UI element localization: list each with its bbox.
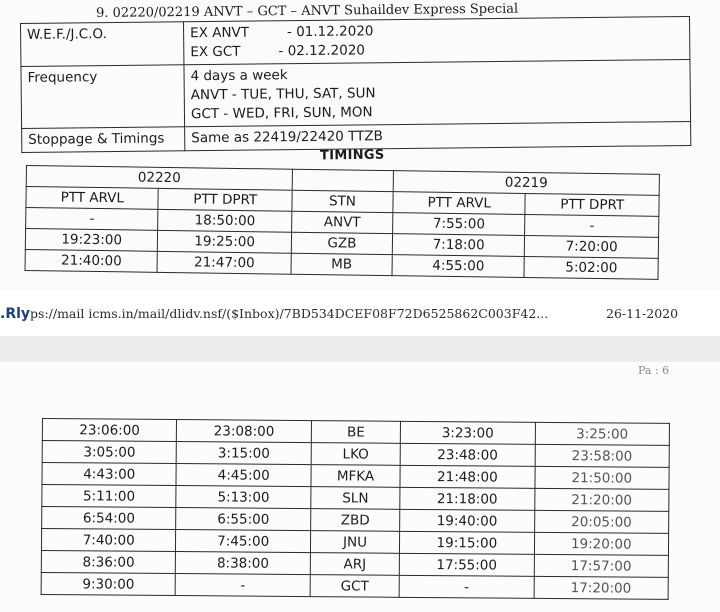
header-ptt-arvl-02219: PTT ARVL: [393, 192, 526, 215]
info-row: [21, 16, 690, 66]
cell-arvl-02219: 17:55:00: [399, 553, 534, 576]
info-value-text: ANVT - TUE, THU, SAT, SUN: [190, 85, 376, 104]
cell-dprt-02220: 18:50:00: [158, 209, 292, 232]
train-number-spacer: [292, 169, 393, 191]
cell-dprt-02219: 20:05:00: [534, 510, 669, 533]
cell-arvl-02220: 19:23:00: [25, 229, 158, 252]
cell-arvl-02219: 7:55:00: [393, 213, 526, 236]
cell-dprt-02219: 17:57:00: [534, 554, 669, 577]
cell-dprt-02219: -: [525, 214, 659, 237]
cell-dprt-02219: 17:20:00: [534, 576, 669, 599]
cell-arvl-02220: 23:06:00: [42, 419, 177, 442]
cell-station: GCT: [310, 575, 399, 598]
print-date: 26-11-2020: [606, 306, 679, 321]
cell-arvl-02219: 19:40:00: [400, 509, 535, 532]
url-text: ps://mail icms.in/mail/dlidv.nsf/($Inbox)/7BD534DCEF08F72D6525862C003F42...: [30, 306, 549, 321]
cell-arvl-02219: 7:18:00: [392, 234, 525, 257]
info-value-line: [191, 100, 684, 124]
timings-title: TIMINGS: [319, 147, 385, 164]
cell-dprt-02220: 7:45:00: [176, 530, 311, 553]
cell-arvl-02219: 19:15:00: [400, 531, 535, 554]
cell-station: ZBD: [310, 509, 399, 532]
cell-dprt-02220: 23:08:00: [177, 420, 312, 443]
info-value: [183, 16, 689, 64]
cell-dprt-02220: 8:38:00: [176, 552, 311, 575]
info-value-text: EX GCT: [190, 43, 241, 61]
cell-arvl-02220: 4:43:00: [42, 463, 177, 486]
cell-arvl-02220: 9:30:00: [41, 572, 176, 595]
cell-station: GZB: [291, 232, 392, 254]
header-ptt-dprt-02219: PTT DPRT: [525, 193, 659, 216]
cell-dprt-02220: 4:45:00: [176, 464, 311, 487]
info-label: Stoppage & Timings: [22, 127, 185, 153]
cell-arvl-02220: -: [26, 208, 159, 231]
info-value-text: 4 days a week: [190, 67, 288, 85]
cell-dprt-02220: 5:13:00: [176, 486, 311, 509]
info-value-text: Same as 22419/22420 TTZB: [191, 128, 383, 147]
train-heading: 9. 02220/02219 ANVT – GCT – ANVT Suhaildev Express Special: [96, 1, 519, 21]
info-value-text: EX ANVT: [190, 24, 250, 42]
cell-dprt-02219: 19:20:00: [534, 532, 669, 555]
cell-arvl-02219: 21:48:00: [400, 465, 535, 488]
cell-station: JNU: [310, 531, 399, 554]
cell-dprt-02220: 19:25:00: [158, 230, 292, 253]
cell-station: ANVT: [292, 211, 393, 233]
cell-station: MB: [291, 253, 392, 275]
info-label: W.E.F./J.C.O.: [21, 22, 184, 67]
timings-table-part-1: [25, 165, 660, 280]
cell-arvl-02219: 3:23:00: [400, 421, 535, 444]
info-value-date: - 02.12.2020: [278, 42, 366, 60]
cell-dprt-02219: 23:58:00: [535, 444, 670, 467]
cell-arvl-02219: -: [399, 575, 534, 598]
info-value-line: [190, 38, 683, 62]
train-info-table: [20, 16, 691, 153]
cell-arvl-02220: 6:54:00: [42, 507, 177, 530]
cell-dprt-02219: 5:02:00: [524, 256, 658, 279]
cell-dprt-02219: 21:20:00: [534, 488, 669, 511]
cell-station: ARJ: [310, 553, 399, 576]
cell-station: BE: [311, 421, 400, 444]
cell-arvl-02220: 21:40:00: [25, 249, 158, 272]
cell-dprt-02219: 7:20:00: [525, 235, 659, 258]
timings-table-part-2: [41, 418, 670, 600]
cell-arvl-02220: 3:05:00: [42, 441, 177, 464]
train-number-02220: 02220: [26, 166, 292, 191]
cell-arvl-02220: 5:11:00: [42, 485, 177, 508]
cell-station: LKO: [311, 443, 400, 466]
cell-dprt-02220: -: [176, 574, 311, 597]
cell-dprt-02219: 21:50:00: [535, 466, 670, 489]
cell-arvl-02220: 8:36:00: [41, 550, 176, 573]
cell-dprt-02220: 6:55:00: [176, 508, 311, 531]
browser-url-footer: [0, 306, 679, 322]
page-gap: [0, 336, 720, 362]
table-row: [41, 572, 668, 599]
info-value-text: GCT - WED, FRI, SUN, MON: [190, 104, 373, 123]
url-brand: .Rly: [0, 306, 31, 322]
info-value: [185, 121, 691, 150]
train-number-02219: 02219: [393, 171, 659, 196]
cell-station: MFKA: [311, 465, 400, 488]
cell-dprt-02220: 21:47:00: [157, 251, 291, 274]
cell-station: SLN: [311, 487, 400, 510]
info-value-line: [191, 124, 684, 148]
cell-arvl-02220: 7:40:00: [41, 529, 176, 552]
page-number: Pa : 6: [638, 364, 670, 377]
header-stn: STN: [292, 190, 393, 212]
info-label: Frequency: [21, 65, 185, 129]
header-ptt-arvl-02220: PTT ARVL: [26, 187, 159, 210]
cell-dprt-02219: 3:25:00: [535, 422, 670, 445]
cell-arvl-02219: 4:55:00: [392, 255, 525, 278]
info-row: [21, 59, 691, 128]
cell-arvl-02219: 23:48:00: [400, 443, 535, 466]
header-ptt-dprt-02220: PTT DPRT: [158, 188, 292, 211]
cell-dprt-02220: 3:15:00: [177, 442, 312, 465]
info-value-date: - 01.12.2020: [286, 23, 374, 41]
cell-arvl-02219: 21:18:00: [400, 487, 535, 510]
info-value: [184, 59, 691, 126]
